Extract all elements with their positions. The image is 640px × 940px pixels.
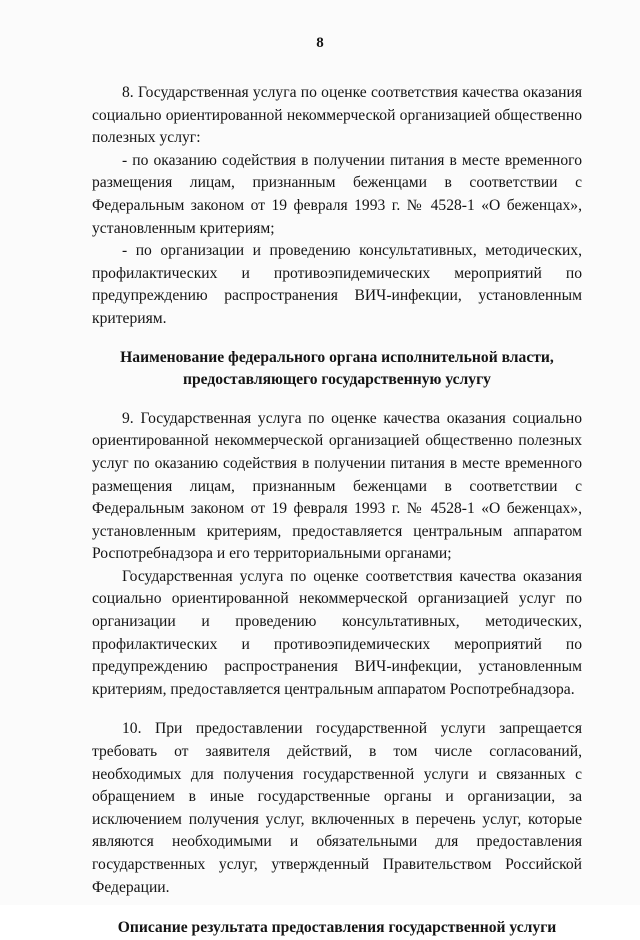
- section-9-paragraph-1: 9. Государственная услуга по оценке качества оказания социально ориентированной некоммерческой организацией общественно полезных услуг по оказанию содействия в получении питания в месте временного размещения лицам, признанным беженцами в соответствии с Федеральным законом от 19 февраля 1993 г. № 4528-1 «О беженцах», установленным критериям, предоставляется центральным аппаратом Роспотребнадзора и его территориальными органами;: [92, 409, 582, 563]
- document-body: [92, 82, 582, 940]
- heading-result-description: Описание результата предоставления государственной услуги: [117, 919, 557, 937]
- heading-federal-authority: [92, 347, 582, 392]
- page-number: 8: [316, 35, 324, 51]
- heading-federal-authority-line-2: предоставляющего государственную услугу: [183, 371, 491, 389]
- section-8-item-2: - по организации и проведению консультативных, методических, профилактических и противоэпидемических мероприятий по предупреждению распространения ВИЧ-инфекции, установленным критериям.: [92, 242, 582, 327]
- section-8-item-1: - по оказанию содействия в получении питания в месте временного размещения лицам, признанным беженцами в соответствии с Федеральным законом от 19 февраля 1993 г. № 4528-1 «О беженцах», установленным критериям;: [92, 151, 582, 237]
- section-8-intro: 8. Государственная услуга по оценке соответствия качества оказания социально ориентированной некоммерческой организацией общественно полезных услуг:: [92, 84, 582, 147]
- heading-federal-authority-line-1: Наименование федерального органа исполнительной власти,: [120, 348, 554, 366]
- section-10-paragraph: 10. При предоставлении государственной услуги запрещается требовать от заявителя действий, в том числе согласований, необходимых для получения государственной услуги и связанных с обращением в иные государственные органы и организации, за исключением получения услуг, включенных в перечень услуг, которые являются необходимыми и обязательными для предоставления государственных услуг, утвержденный Правительством Российской Федерации.: [92, 720, 582, 896]
- section-9-paragraph-2: Государственная услуга по оценке соответствия качества оказания социально ориентированной некоммерческой организацией услуг по организации и проведению консультативных, методических, профилактических и противоэпидемических мероприятий по предупреждению распространения ВИЧ-инфекции, установленным критериям, предоставляется центральным аппаратом Роспотребнадзора.: [92, 567, 582, 698]
